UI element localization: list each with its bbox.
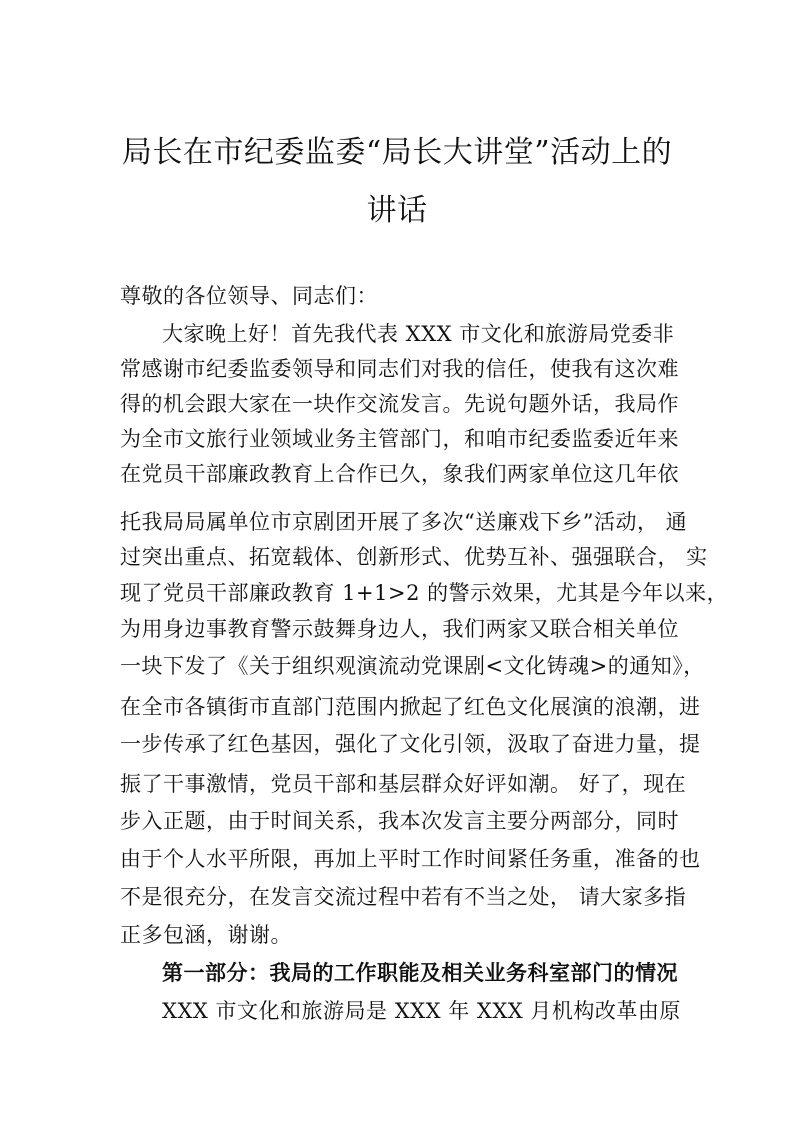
document-title-line-2: 讲话 [366,193,428,228]
document-title-line-1: 局长在市纪委监委“局长大讲堂”活动上的 [121,135,673,170]
body-line: 振了干事激情，党员干部和基层群众好评如潮。 好了，现在 [120,772,687,796]
salutation: 尊敬的各位领导、同志们： [120,284,378,308]
body-line: 一块下发了《关于组织观演流动党课剧<文化铸魂>的通知》， [120,654,705,678]
body-line: 由于个人水平所限，再加上平时工作时间紧任务重，准备的也 [120,847,701,871]
body-line: 大家晚上好！首先我代表 XXX 市文化和旅游局党委非 [162,322,675,346]
body-line: 在党员干部廉政教育上合作已久，象我们两家单位这几年依 [120,462,679,486]
body-line: XXX 市文化和旅游局是 XXX 年 XXX 月机构改革由原 [162,999,681,1023]
body-line: 过突出重点、拓宽载体、创新形式、优势互补、强强联合， 实 [120,545,708,569]
body-line: 为用身边事教育警示鼓舞身边人，我们两家又联合相关单位 [120,617,679,641]
body-line: 在全市各镇街市直部门范围内掀起了红色文化展演的浪潮，进 [120,695,701,719]
body-line: 现了党员干部廉政教育 1+1>2 的警示效果，尤其是今年以来， [120,581,729,605]
body-line: 托我局局属单位市京剧团开展了多次“送廉戏下乡”活动， 通 [120,510,688,534]
body-line: 为全市文旅行业领域业务主管部门，和咱市纪委监委近年来 [120,427,679,451]
body-line: 不是很充分，在发言交流过程中若有不当之处， 请大家多指 [120,885,687,909]
body-line: 得的机会跟大家在一块作交流发言。先说句题外话，我局作 [120,392,679,416]
body-line: 正多包涵，谢谢。 [120,923,292,947]
body-line: 步入正题，由于时间关系，我本次发言主要分两部分，同时 [120,809,679,833]
body-line: 常感谢市纪委监委领导和同志们对我的信任，使我有这次难 [120,357,679,381]
section-heading: 第一部分：我局的工作职能及相关业务科室部门的情况 [162,960,678,985]
body-line: 一步传承了红色基因，强化了文化引领，汲取了奋进力量，提 [120,732,701,756]
